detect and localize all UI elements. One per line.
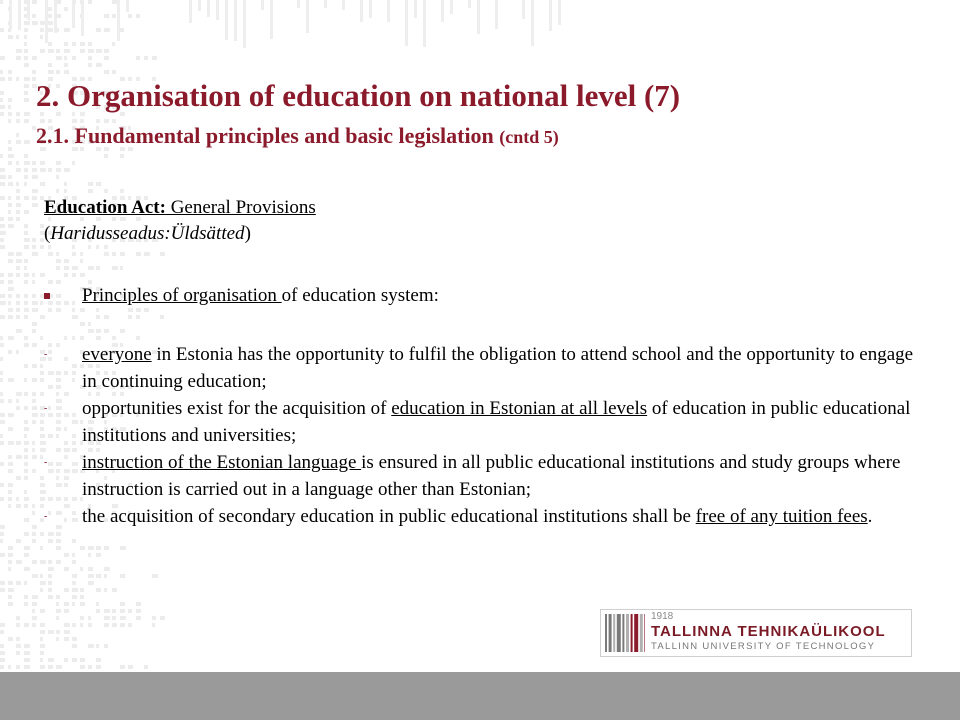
slide-body: [44, 195, 924, 530]
emphasis-text: instruction of the Estonian language: [82, 452, 362, 473]
act-original-name: Haridusseadus:Üldsätted: [50, 223, 245, 244]
list-text: .: [867, 506, 873, 527]
paren-open: (: [44, 223, 51, 244]
emphasis-text: education in Estonian at all levels: [391, 398, 648, 419]
act-heading: [44, 195, 924, 221]
slide-subtitle: [36, 121, 559, 152]
act-original-title: [44, 221, 924, 247]
principles-label: Principles of organisation: [82, 285, 282, 306]
list-text: the acquisition of secondary education in public educational institutions shall be: [82, 506, 696, 527]
dash-bullet-icon: -: [44, 349, 48, 360]
list-text: of education in public educational institutions and universities;: [82, 398, 911, 446]
slide-title: 2. Organisation of education on national level (7): [36, 78, 681, 113]
logo-name: TALLINNA TEHNIKAÜLIKOOL: [651, 623, 886, 640]
principles-rest: of education system:: [281, 285, 439, 306]
list-item: [44, 395, 924, 449]
square-bullet-icon: [44, 293, 50, 299]
footer-band: [0, 672, 960, 720]
list-item: [44, 503, 924, 530]
list-text: in Estonia has the opportunity to fulfil the obligation to attend school and the opportunity to engage in continuing education;: [82, 344, 914, 392]
act-section: General Provisions: [165, 197, 316, 218]
logo-name-english: TALLINN UNIVERSITY OF TECHNOLOGY: [651, 641, 876, 652]
subtitle-note: (cntd 5): [499, 127, 559, 147]
emphasis-text: everyone: [82, 344, 152, 365]
list-text: opportunities exist for the acquisition of: [82, 398, 392, 419]
dash-bullet-icon: -: [44, 511, 48, 522]
university-logo: [600, 609, 912, 657]
subtitle-main: 2.1. Fundamental principles and basic legislation: [36, 123, 500, 148]
principles-bullet: [44, 283, 924, 309]
dash-bullet-icon: -: [44, 457, 48, 468]
list-item: [44, 449, 924, 503]
list-text: is ensured in all public educational institutions and study groups where instruction is carried out in a language other than Estonian;: [82, 452, 901, 500]
list-item: [44, 341, 924, 395]
act-name: Education Act:: [44, 197, 166, 218]
logo-bars-icon: [605, 614, 645, 654]
principles-list: [44, 341, 924, 530]
logo-year: 1918: [651, 611, 674, 622]
emphasis-text: free of any tuition fees: [695, 506, 868, 527]
dash-bullet-icon: -: [44, 403, 48, 414]
paren-close: ): [244, 223, 251, 244]
